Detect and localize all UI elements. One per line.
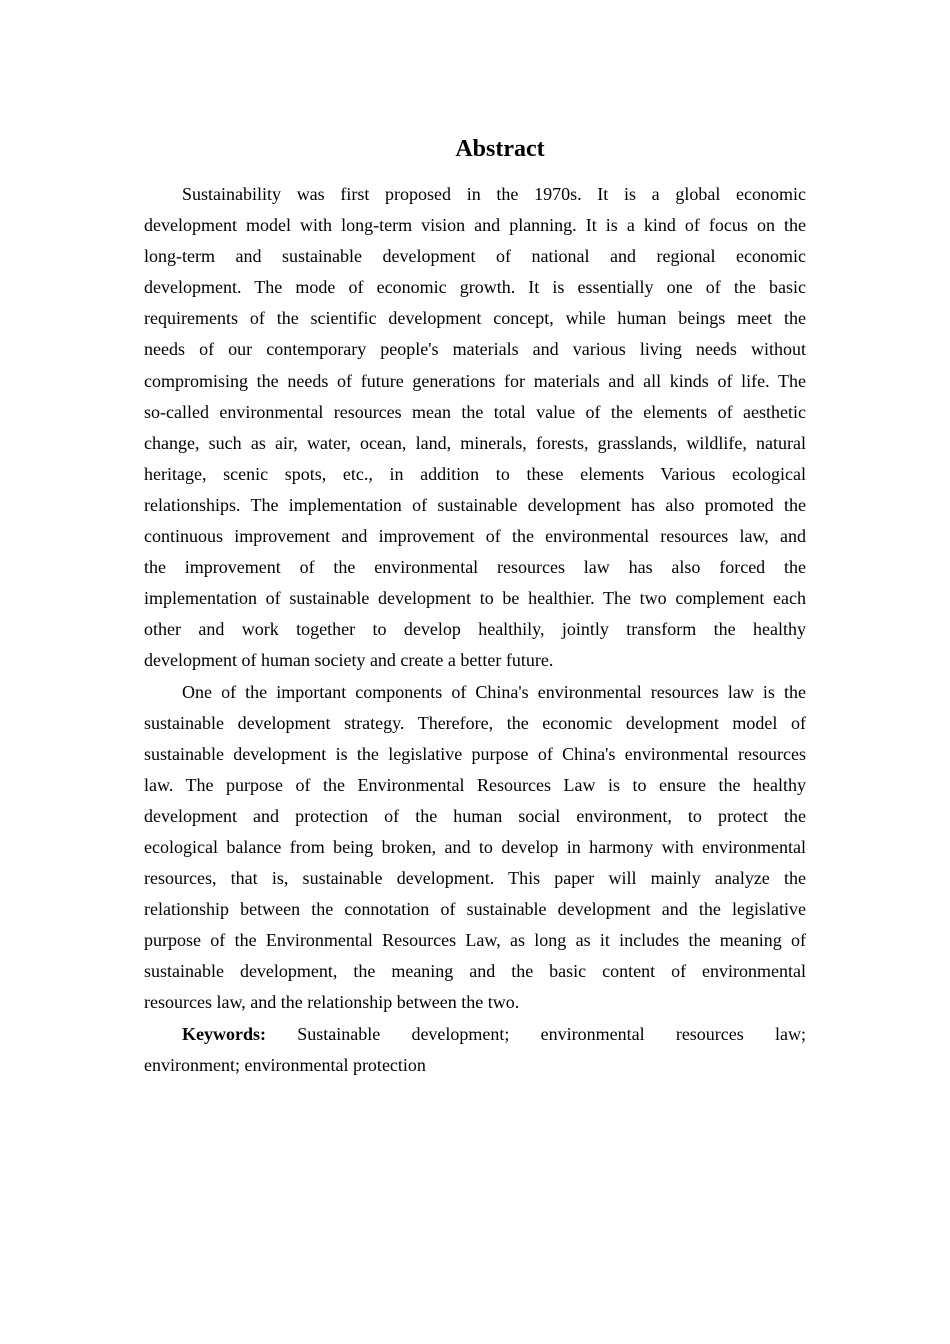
paragraph-line: relationship between the connotation of sustainable development and the legislative [144,899,806,920]
paragraph-line: long-term and sustainable development of national and regional economic [144,246,806,267]
keywords-label: Keywords: [182,1023,266,1044]
paragraph-line: sustainable development, the meaning and the basic content of environmental [144,961,806,982]
paragraph-line: requirements of the scientific development concept, while human beings meet the [144,308,806,329]
paragraph-line: compromising the needs of future generations for materials and all kinds of life. The [144,370,806,391]
paragraph-line: resources, that is, sustainable development. This paper will mainly analyze the [144,868,806,889]
paragraph-line: ecological balance from being broken, and to develop in harmony with environmental [144,836,806,857]
paragraph-line: change, such as air, water, ocean, land, minerals, forests, grasslands, wildlife, natural [144,432,806,453]
paragraph-line: purpose of the Environmental Resources Law, as long as it includes the meaning of [144,930,806,951]
abstract-paragraph-2 [144,677,806,1019]
paragraph-line: sustainable development strategy. Therefore, the economic development model of [144,712,806,733]
keywords-line-1 [144,1019,806,1050]
paragraph-line: heritage, scenic spots, etc., in addition to these elements Various ecological [144,463,806,484]
paragraph-line: so-called environmental resources mean the total value of the elements of aesthetic [144,401,806,422]
abstract-paragraph-1 [144,179,806,677]
paragraph-line: implementation of sustainable development to be healthier. The two complement each [144,588,806,609]
paragraph-line: relationships. The implementation of sustainable development has also promoted the [144,494,806,515]
paragraph-line: resources law, and the relationship between the two. [144,992,520,1013]
paragraph-line: development. The mode of economic growth. It is essentially one of the basic [144,277,806,298]
paragraph-line: law. The purpose of the Environmental Resources Law is to ensure the healthy [144,774,806,795]
abstract-title: Abstract [455,136,545,162]
paragraph-line: One of the important components of China's environmental resources law is the [182,681,806,702]
paragraph-line: development and protection of the human social environment, to protect the [144,805,806,826]
paragraph-line: development model with long-term vision and planning. It is a kind of focus on the [144,215,806,236]
paragraph-line: the improvement of the environmental resources law has also forced the [144,557,806,578]
paragraph-line: needs of our contemporary people's materials and various living needs without [144,339,806,360]
abstract-page [144,133,806,1081]
keywords-section [144,1019,806,1081]
paragraph-line: Sustainability was first proposed in the 1970s. It is a global economic [182,184,806,204]
paragraph-line: other and work together to develop healthily, jointly transform the healthy [144,619,806,640]
paragraph-line: development of human society and create a better future. [144,650,554,671]
paragraph-line: sustainable development is the legislative purpose of China's environmental resources [144,743,806,764]
keywords-text-1: Sustainable development; environmental resources law; [297,1023,807,1044]
paragraph-line: continuous improvement and improvement of the environmental resources law, and [144,526,806,547]
keywords-line-2: environment; environmental protection [144,1054,426,1075]
